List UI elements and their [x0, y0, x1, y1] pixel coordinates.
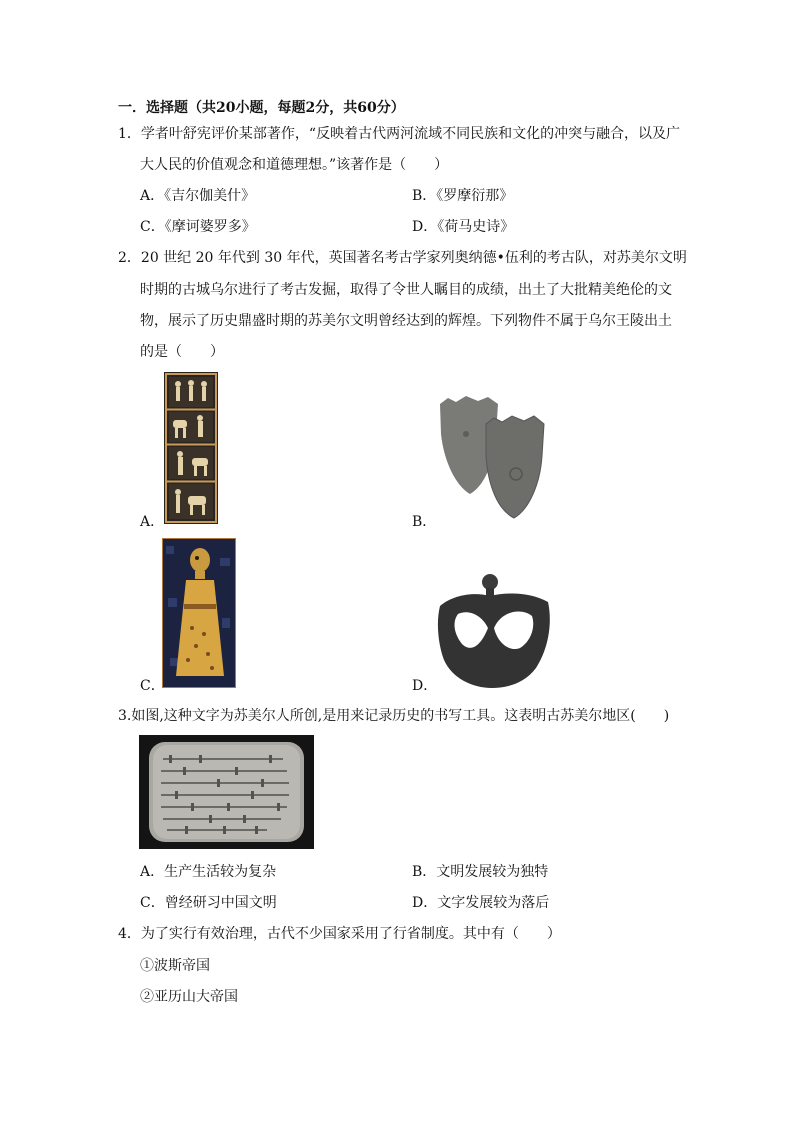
q4-item-1: ①波斯帝国: [140, 958, 210, 974]
q2-option-d-label: D．: [412, 678, 438, 694]
cuneiform-tablet-image: [139, 735, 314, 849]
q4-line-1: 4．为了实行有效治理，古代不少国家采用了行省制度。其中有（ ）: [118, 926, 561, 942]
q3-option-b: B．文明发展较为独特: [412, 864, 549, 880]
stone-palettes-image: [436, 394, 548, 522]
q3-option-a: A．生产生活较为复杂: [140, 864, 277, 880]
q1-line-1: 1．学者叶舒宪评价某部著作，“反映着古代两河流域不同民族和文化的冲突与融合，以及广: [118, 126, 681, 142]
q1-option-d: D．《荷马史诗》: [412, 219, 515, 235]
q2-line-3: 物，展示了历史鼎盛时期的苏美尔文明曾经达到的辉煌。下列物件不属于乌尔王陵出土: [140, 313, 672, 329]
q3-option-d: D．文字发展较为落后: [412, 895, 550, 911]
q2-line-2: 时期的古城乌尔进行了考古发掘，取得了令世人瞩目的成绩，出土了大批精美绝伦的文: [140, 282, 672, 298]
q2-line-1: 2．20 世纪 20 年代到 30 年代，英国著名考古学家列奥纳德•伍利的考古队，对苏美尔文明: [118, 250, 687, 266]
q2-line-4: 的是（ ）: [140, 344, 224, 360]
q2-option-c-label: C．: [140, 678, 165, 694]
q1-option-a: A．《吉尔伽美什》: [140, 188, 256, 204]
q2-option-b-label: B．: [412, 514, 437, 530]
standard-of-ur-image: [164, 372, 218, 524]
q1-line-2: 大人民的价值观念和道德理想。”该著作是（ ）: [140, 157, 449, 173]
q3-line-1: 3.如图,这种文字为苏美尔人所创,是用来记录历史的书写工具。这表明古苏美尔地区( ): [118, 708, 670, 724]
q3-option-c: C．曾经研习中国文明: [140, 895, 277, 911]
q4-item-2: ②亚历山大帝国: [140, 989, 238, 1005]
q1-option-c: C．《摩诃婆罗多》: [140, 219, 256, 235]
q1-option-b: B．《罗摩衍那》: [412, 188, 514, 204]
mosaic-figure-image: [162, 538, 236, 688]
q2-option-a-label: A．: [140, 514, 165, 530]
metal-ornament-image: [436, 570, 554, 690]
section-title: 一．选择题（共20小题，每题2分，共60分）: [118, 100, 405, 116]
